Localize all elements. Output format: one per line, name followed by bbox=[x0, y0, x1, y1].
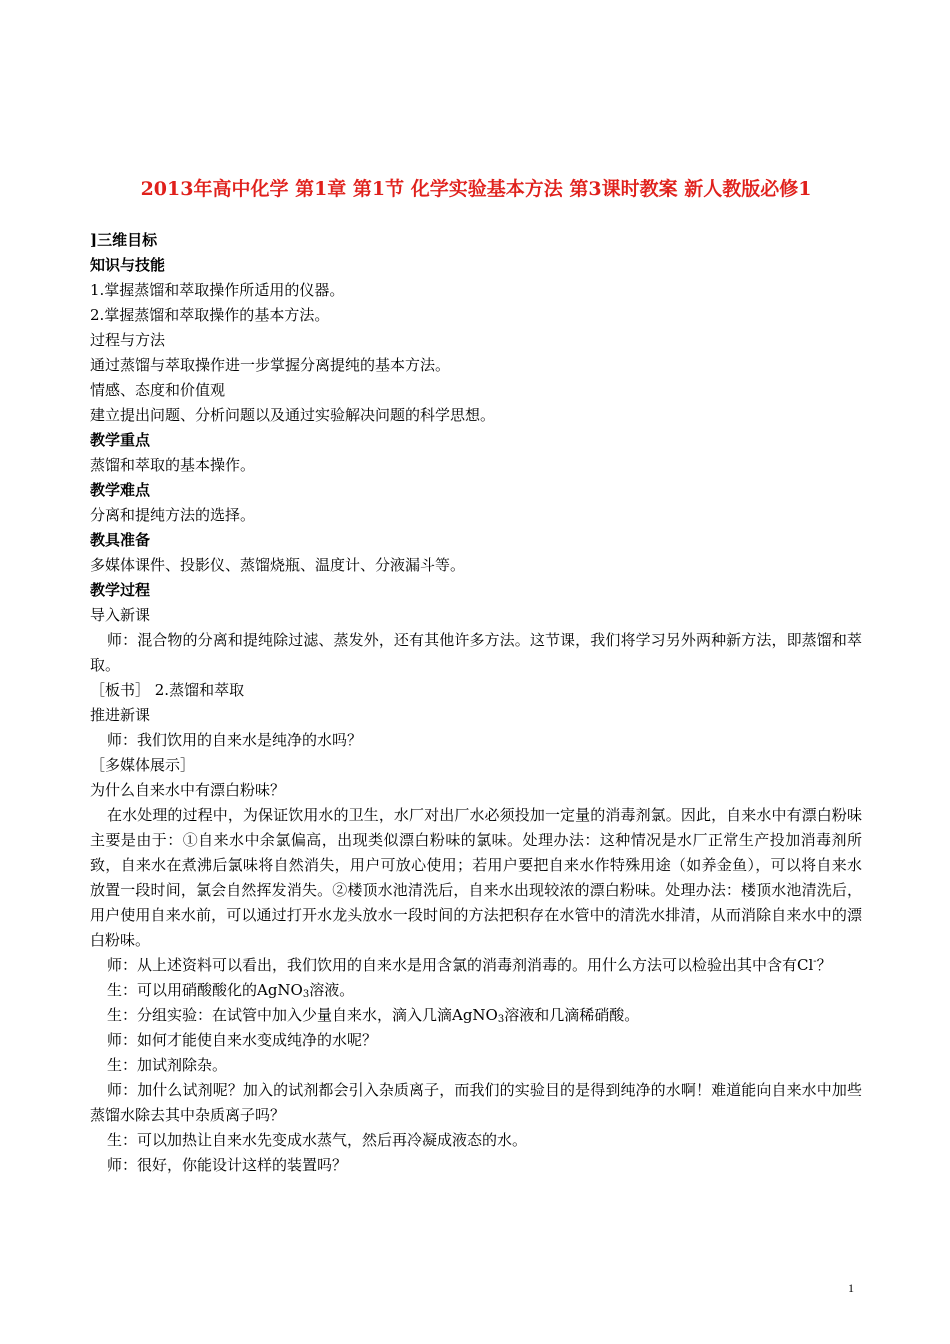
emotion-text: 建立提出问题、分析问题以及通过实验解决问题的科学思想。 bbox=[90, 406, 496, 424]
text-segment: 师：从上述资料可以看出，我们饮用的自来水是用含氯的消毒剂消毒的。用什么方法可以检验出其中含有Cl bbox=[107, 956, 814, 974]
heading-knowledge-skills: 知识与技能 bbox=[90, 256, 166, 274]
process-method-text: 通过蒸馏与萃取操作进一步掌握分离提纯的基本方法。 bbox=[90, 356, 451, 374]
tools-text: 多媒体课件、投影仪、蒸馏烧瓶、温度计、分液漏斗等。 bbox=[90, 556, 466, 574]
heading-tools: 教具准备 bbox=[90, 531, 151, 549]
paragraph-teacher-reagent: 师：加什么试剂呢？加入的试剂都会引入杂质离子，而我们的实验目的是得到纯净的水啊！难道能向自来水中加些蒸馏水除去其中杂质离子吗？ bbox=[90, 1081, 862, 1124]
text-segment: 溶液。 bbox=[309, 981, 355, 999]
document-title: 2013年高中化学 第1章 第1节 化学实验基本方法 第3课时教案 新人教版必修1 bbox=[140, 178, 812, 200]
key-point-text: 蒸馏和萃取的基本操作。 bbox=[90, 456, 256, 474]
paragraph-teacher-intro: 师：混合物的分离和提纯除过滤、蒸发外，还有其他许多方法。这节课，我们将学习另外两种新方法，即蒸馏和萃取。 bbox=[90, 631, 862, 674]
paragraph-teacher-question: 师：我们饮用的自来水是纯净的水吗？ bbox=[107, 731, 363, 749]
text-segment: 生：分组实验：在试管中加入少量自来水，滴入几滴AgNO bbox=[107, 1006, 498, 1024]
advance-label: 推进新课 bbox=[90, 706, 151, 724]
text-segment: ？ bbox=[816, 956, 832, 974]
document-body bbox=[90, 228, 862, 1178]
paragraph-student-reagent: 生：加试剂除杂。 bbox=[107, 1056, 228, 1074]
paragraph-group-experiment bbox=[90, 1003, 862, 1028]
heading-key-point: 教学重点 bbox=[90, 431, 151, 449]
subscript: 3 bbox=[302, 989, 310, 1000]
heading-process-method: 过程与方法 bbox=[90, 331, 166, 349]
media-note: ［多媒体展示］ bbox=[90, 756, 196, 774]
page-number: 1 bbox=[848, 1281, 854, 1295]
media-question: 为什么自来水中有漂白粉味？ bbox=[90, 781, 286, 799]
subscript: 3 bbox=[497, 1014, 505, 1025]
heading-emotion: 情感、态度和价值观 bbox=[90, 381, 226, 399]
paragraph-teacher-design: 师：很好，你能设计这样的装置吗？ bbox=[107, 1156, 348, 1174]
heading-difficulty: 教学难点 bbox=[90, 481, 151, 499]
paragraph-water-treatment: 在水处理的过程中，为保证饮用水的卫生，水厂对出厂水必须投加一定量的消毒剂氯。因此，自来水中有漂白粉味主要是由于：①自来水中余氯偏高，出现类似漂白粉味的氯味。处理办法：这种情况是水厂正常生产投加消毒剂所致，自来水在煮沸后氯味将自然消失，用户可放心使用；若用户要把自来水作特殊用途（如养金鱼），可以将自来水放置一段时间，氯会自然挥发消失。②楼顶水池清洗后，自来水出现较浓的漂白粉味。处理办法：楼顶水池清洗后，用户使用自来水前，可以通过打开水龙头放水一段时间的方法把积存在水管中的清洗水排清，从而消除自来水中的漂白粉味。 bbox=[90, 806, 862, 949]
goal-1: 1.掌握蒸馏和萃取操作所适用的仪器。 bbox=[90, 281, 345, 299]
paragraph-student-heat: 生：可以加热让自来水先变成水蒸气，然后再冷凝成液态的水。 bbox=[107, 1131, 528, 1149]
difficulty-text: 分离和提纯方法的选择。 bbox=[90, 506, 256, 524]
board-note: ［板书］ 2.蒸馏和萃取 bbox=[90, 681, 245, 699]
heading-process: 教学过程 bbox=[90, 581, 151, 599]
text-segment: 生：可以用硝酸酸化的AgNO bbox=[107, 981, 303, 999]
paragraph-student-agno3 bbox=[90, 978, 862, 1003]
paragraph-teacher-pure-water: 师：如何才能使自来水变成纯净的水呢？ bbox=[107, 1031, 378, 1049]
superscript: - bbox=[813, 956, 817, 967]
text-segment: 溶液和几滴稀硝酸。 bbox=[504, 1006, 640, 1024]
heading-three-dim-goals: ]三维目标 bbox=[90, 231, 158, 249]
goal-2: 2.掌握蒸馏和萃取操作的基本方法。 bbox=[90, 306, 330, 324]
intro-label: 导入新课 bbox=[90, 606, 151, 624]
paragraph-chlorine-test bbox=[90, 953, 862, 978]
